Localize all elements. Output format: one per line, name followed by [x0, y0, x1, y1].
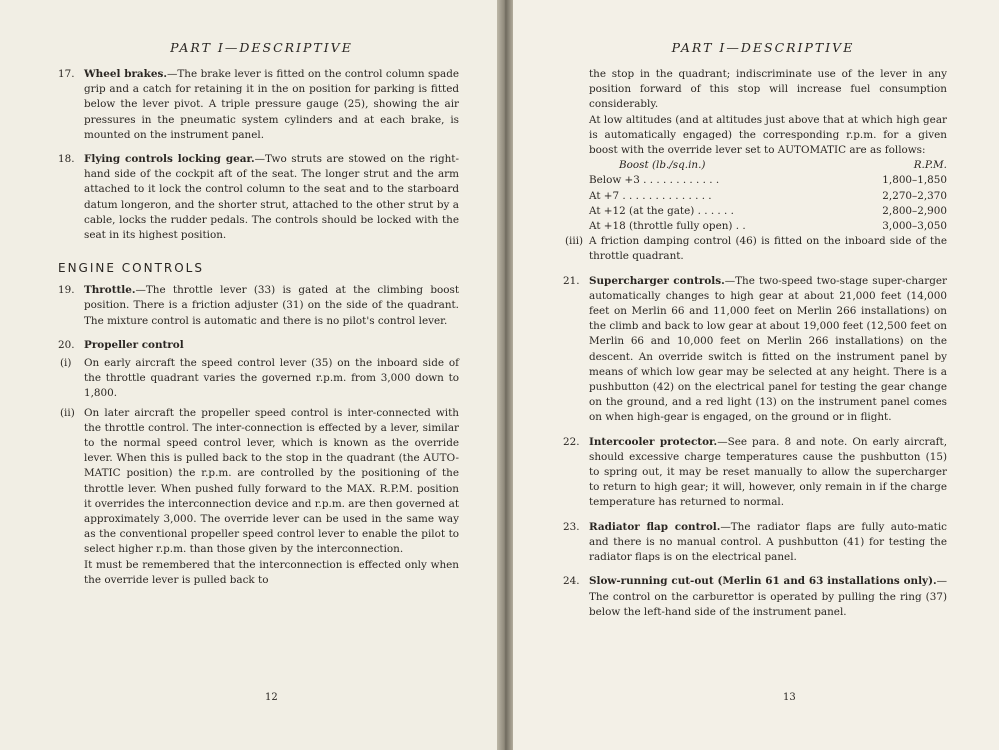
rpm-cell: 1,800–1,850 [882, 174, 947, 187]
right-page [513, 0, 999, 750]
paragraph-22 [563, 435, 948, 511]
paragraph-title: Flying controls locking gear. [84, 153, 255, 166]
table-header [589, 158, 947, 173]
table-row [589, 204, 947, 219]
paragraph-title: Propeller control [84, 338, 184, 351]
paragraph-text: —See para. 8 and note. On early aircraft, should excessive charge temperatures cause the pushbutton (15) to spring out, it may be reset manually to allow the supercharger to return to high gear; it will, however, only remain in if the charge temperature has returned to normal. [589, 435, 948, 509]
continued-text-2: At low altitudes (and at altitudes just above that at which high gear is automatically engaged) the corresponding r.p.m. for a given boost with the override lever set to AUTOMATIC are as follows: [589, 113, 947, 157]
rpm-table [589, 158, 947, 234]
subparagraph-number: (iii) [565, 235, 584, 248]
paragraph-number: 21. [563, 274, 580, 287]
paragraph-number: 17. [58, 68, 75, 80]
paragraph-title: Slow-running cut-out (Merlin 61 and 63 installations only). [589, 575, 937, 588]
subparagraph-text-continued: It must be remembered that the interconnection is effected only when the override lever is pulled back to [84, 558, 459, 586]
rpm-cell: 2,270–2,370 [882, 189, 947, 202]
subparagraph-iii [565, 234, 947, 264]
paragraph-number: 19. [58, 284, 75, 297]
table-row [589, 189, 947, 204]
paragraph-text: —The throttle lever (33) is gated at the climbing boost position. There is a friction adjuster (31) on the side of the quadrant. The mixture control is automatic and there is no pilot's control lever. [84, 284, 459, 327]
rpm-cell: 2,800–2,900 [882, 204, 947, 217]
paragraph-23 [563, 520, 948, 566]
paragraph-number: 18. [58, 153, 75, 166]
paragraph-number: 20. [58, 338, 75, 351]
book-gutter [497, 0, 513, 750]
subparagraph-ii [60, 406, 459, 588]
subparagraph-text: A friction damping control (46) is fitted on the inboard side of the throttle quadrant. [589, 235, 947, 263]
left-page [0, 0, 497, 750]
paragraph-number: 22. [563, 435, 580, 448]
subparagraph-text: On later aircraft the propeller speed control is inter-connected with the throttle control. The inter-connection is effected by a lever, similar to the normal speed control lever, which is known as the override lever. When this is pulled back to the stop in the quadrant (the AUTO-MATIC position) the r.p.m. are controlled by the positioning of the throttle lever. When pushed fully forward to the MAX. R.P.M. position it overrides the interconnection device and r.p.m. are then governed at approximately 3,000. The override lever can be used in the same way as the conventional propeller speed control lever to enable the pilot to select higher r.p.m. than those given by the interconnection. [84, 406, 459, 556]
paragraph-24 [563, 574, 947, 620]
paragraph-title: Supercharger controls. [589, 274, 725, 287]
boost-cell: At +18 (throttle fully open) . . [589, 220, 746, 233]
paragraph-text: —The brake lever is fitted on the control column spade grip and a catch for retaining it in the on position for parking is fitted below the lever pivot. A triple pressure gauge (25), showing the air pressures in the pneumatic system cylinders and at each brake, is mounted on the instrument panel. [84, 68, 459, 141]
boost-cell: At +7 . . . . . . . . . . . . . . [589, 189, 712, 202]
page-header-left: PART I—DESCRIPTIVE [170, 40, 353, 55]
page-number-right: 13 [783, 692, 796, 703]
paragraph-number: 23. [563, 520, 580, 533]
paragraph-20 [58, 338, 459, 353]
column-header-rpm: R.P.M. [913, 159, 947, 172]
paragraph-text: —The radiator flaps are fully auto-matic and there is no manual control. A pushbutton (41) for testing the radiator flaps is on the electrical panel. [589, 520, 948, 564]
page-header-right: PART I—DESCRIPTIVE [671, 40, 855, 55]
paragraph-number: 24. [563, 575, 580, 588]
paragraph-21 [563, 274, 947, 426]
paragraph-19 [58, 283, 459, 329]
column-header-boost: Boost (lb./sq.in.) [619, 159, 706, 172]
page-number-left: 12 [265, 692, 278, 703]
boost-cell: At +12 (at the gate) . . . . . . [589, 204, 734, 217]
continued-text: the stop in the quadrant; indiscriminate use of the lever in any position forward of this stop will increase fuel consumption considerably. [589, 68, 947, 111]
table-row [589, 219, 947, 234]
table-row [589, 173, 947, 188]
subparagraph-number: (i) [60, 357, 72, 370]
section-heading: ENGINE CONTROLS [58, 261, 204, 276]
paragraph-18 [58, 152, 459, 243]
rpm-cell: 3,000–3,050 [882, 220, 947, 233]
subparagraph-i [60, 356, 459, 402]
paragraph-text: —The control on the carburettor is operated by pulling the ring (37) below the left-hand side of the instrument panel. [589, 575, 947, 618]
boost-cell: Below +3 . . . . . . . . . . . . [589, 174, 720, 187]
paragraph-title: Wheel brakes. [84, 68, 167, 80]
subparagraph-text: On early aircraft the speed control lever (35) on the inboard side of the throttle quadrant varies the governed r.p.m. from 3,000 down to 1,800. [84, 357, 459, 400]
paragraph-title: Radiator flap control. [589, 520, 721, 533]
subparagraph-number: (ii) [60, 406, 75, 419]
paragraph-title: Throttle. [84, 284, 136, 297]
paragraph-17 [58, 67, 459, 143]
paragraph-text: —Two struts are stowed on the right-hand side of the cockpit aft of the seat. The longer strut and the arm attached to it lock the control column to the seat and to the starboard datum longeron, and the shorter strut, attached to the other strut by a cable, locks the rudder pedals. The controls should be locked with the seat in its highest position. [84, 153, 459, 242]
paragraph-text: —The two-speed two-stage super-charger automatically changes to high gear at about 21,000 feet (14,000 feet on Merlin 66 and 11,000 feet on Merlin 266 installations) on the climb and back to low gear at about 19,000 feet (12,500 feet on Merlin 66 and 10,000 feet on Merlin 266 installations) on the descent. An override switch is fitted on the instrument panel by means of which low gear may be selected at any height. There is a pushbutton (42) on the electrical panel for testing the gear change on the ground, and a red light (13) on the instrument panel comes on when high-gear is engaged, on the ground or in flight. [589, 274, 947, 424]
paragraph-title: Intercooler protector. [589, 435, 718, 448]
